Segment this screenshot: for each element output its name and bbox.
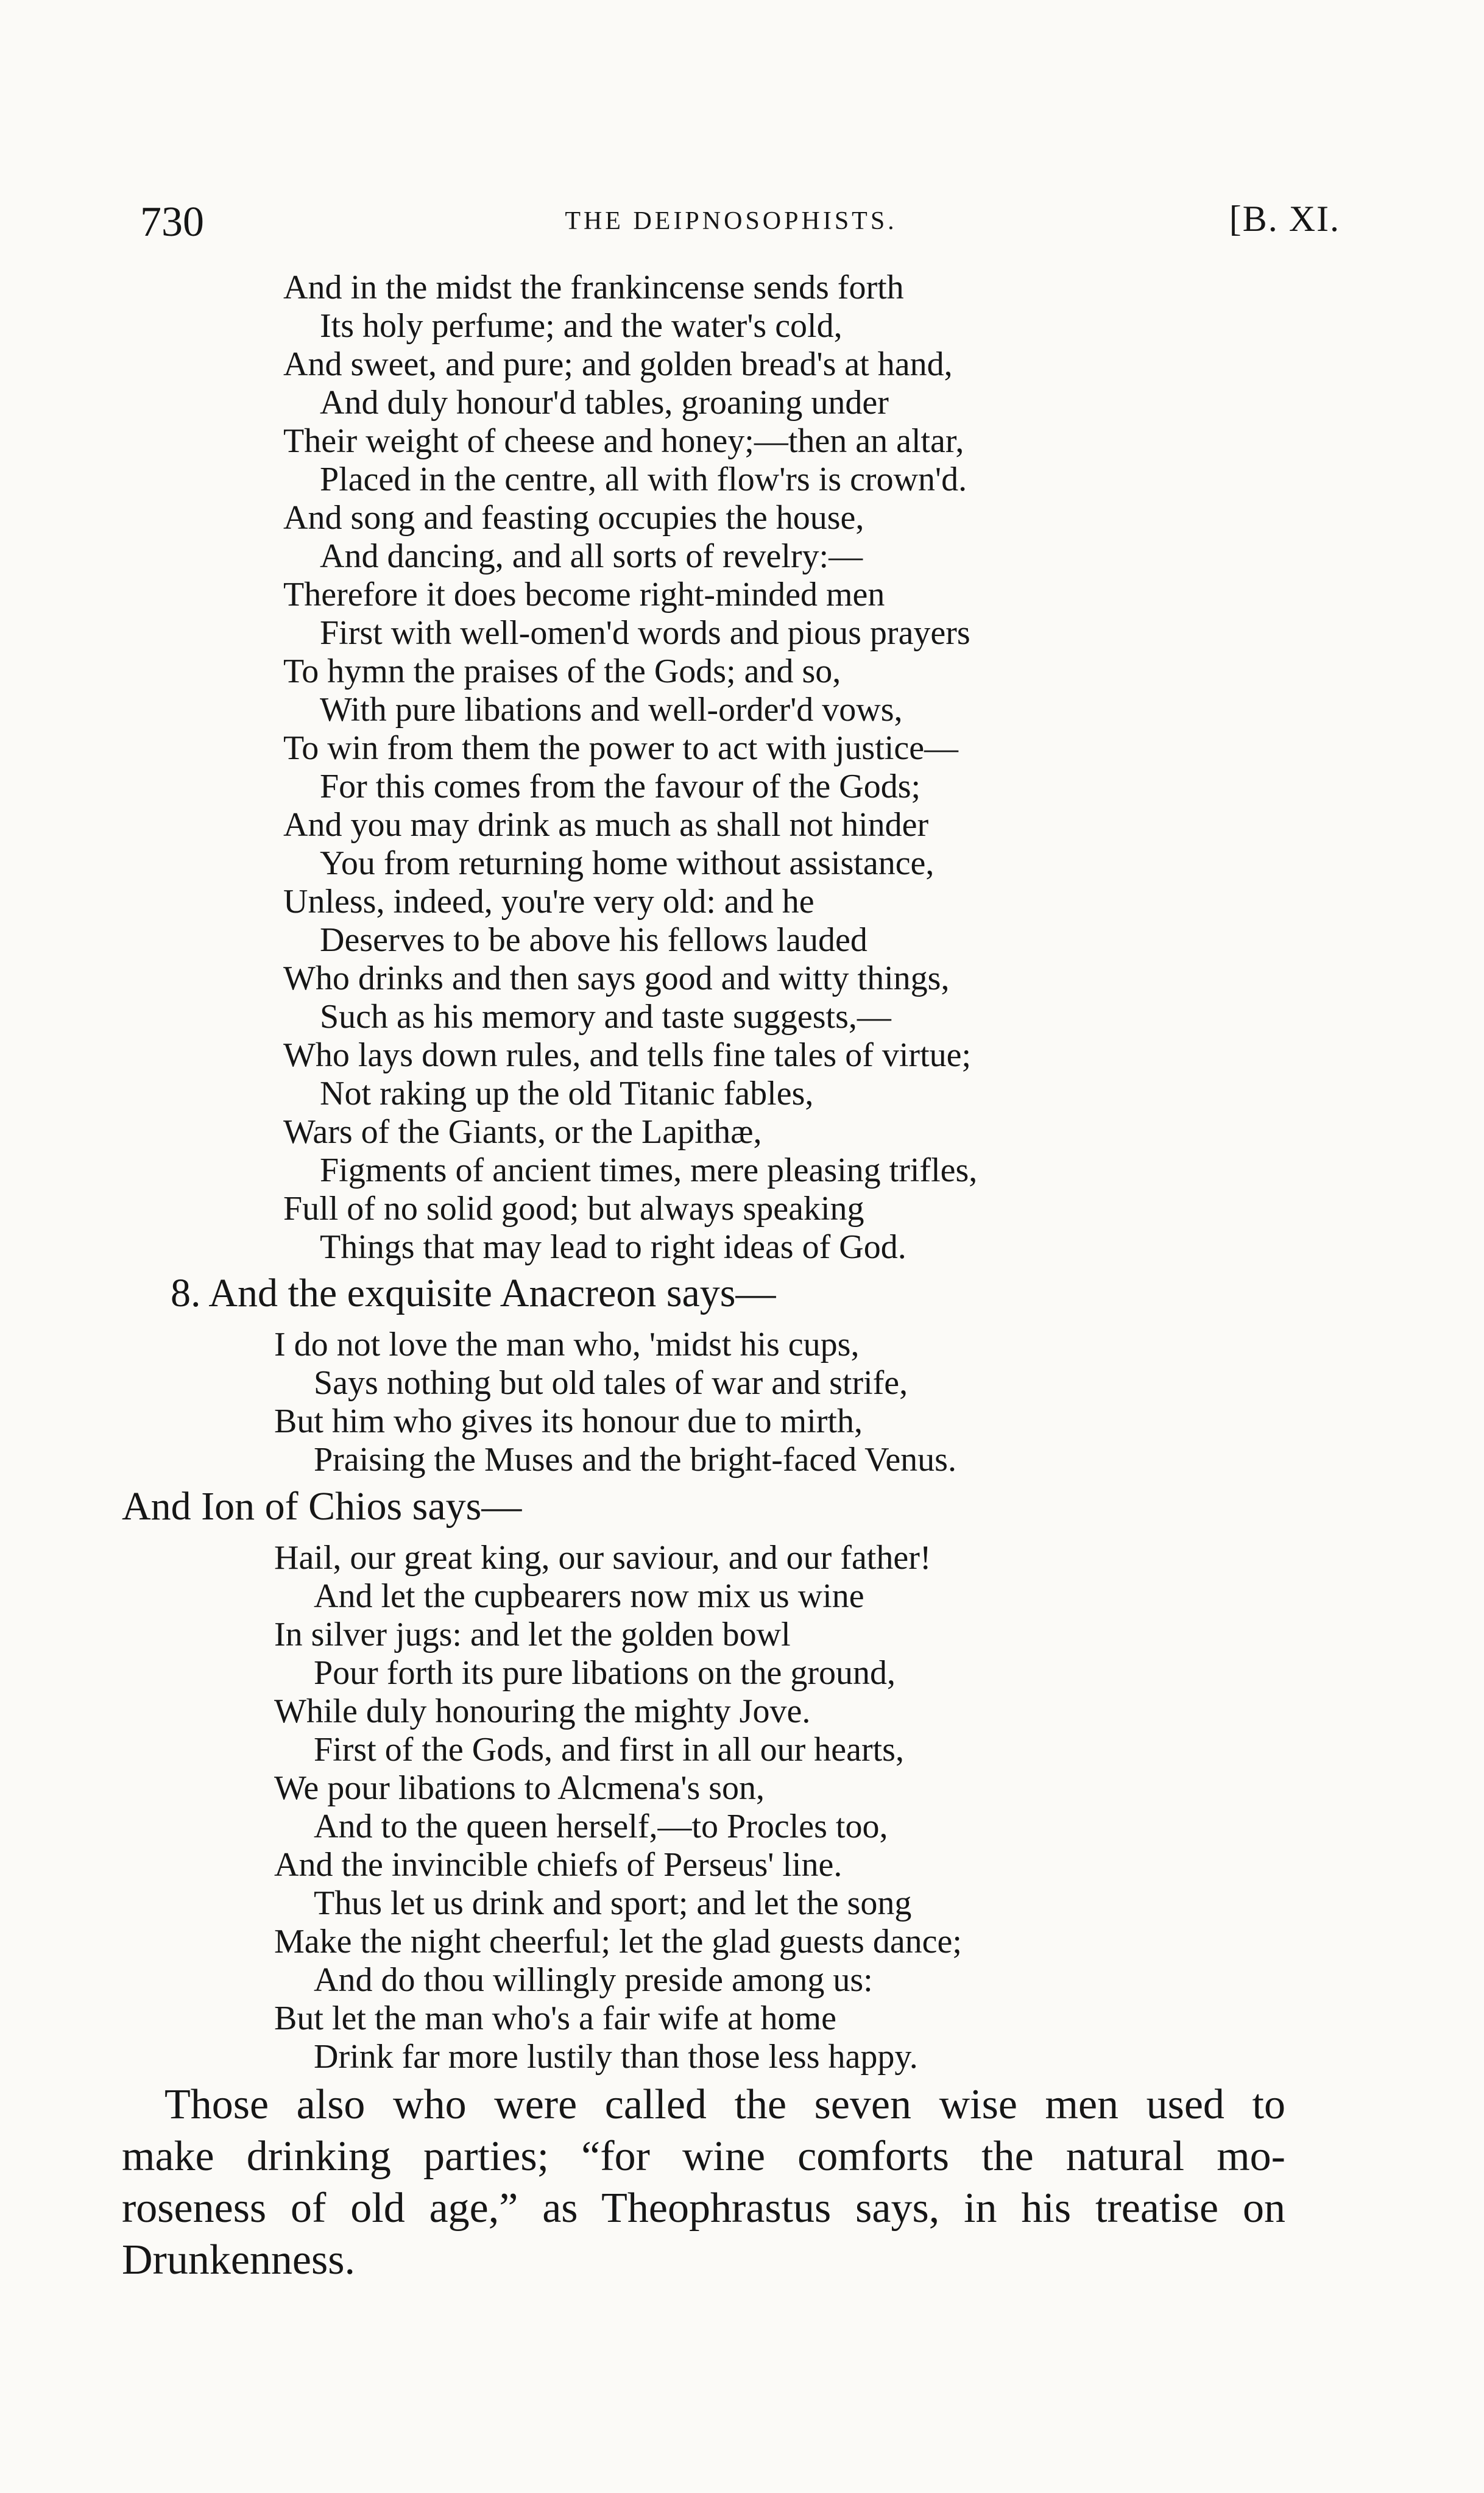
verse-line: With pure libations and well-order'd vows, [320,691,903,729]
verse-line: First of the Gods, and first in all our hearts, [314,1731,904,1769]
verse-line: Make the night cheerful; let the glad guests dance; [274,1923,962,1961]
verse-line: Figments of ancient times, mere pleasing trifles, [320,1151,978,1189]
page-number: 730 [140,199,204,246]
running-title: THE DEIPNOSOPHISTS. [565,207,897,235]
paragraph-line: make drinking parties; “for wine comforts the natural mo- [122,2133,1285,2180]
paragraph-line: Drunkenness. [122,2237,355,2283]
verse-line: Unless, indeed, you're very old: and he [283,883,814,921]
verse-line: I do not love the man who, 'midst his cups, [274,1326,860,1363]
verse-line: Not raking up the old Titanic fables, [320,1075,814,1112]
verse-line: And to the queen herself,—to Procles too, [314,1808,888,1845]
verse-line: And sweet, and pure; and golden bread's at hand, [283,345,953,383]
verse-line: To win from them the power to act with justice— [283,729,959,767]
verse-line: To hymn the praises of the Gods; and so, [283,652,841,690]
verse-line: For this comes from the favour of the Gods; [320,768,921,805]
verse-line: And song and feasting occupies the house, [283,499,864,537]
verse-line: Placed in the centre, all with flow'rs is crown'd. [320,461,967,498]
verse-line: And the invincible chiefs of Perseus' line. [274,1846,843,1884]
verse-line: We pour libations to Alcmena's son, [274,1769,765,1807]
paragraph-line: Those also who were called the seven wise men used to [164,2081,1285,2128]
verse-line: Thus let us drink and sport; and let the song [314,1884,912,1922]
verse-line: Things that may lead to right ideas of God. [320,1228,906,1266]
verse-line: Praising the Muses and the bright-faced Venus. [314,1441,956,1479]
verse-line: Therefore it does become right-minded men [283,576,885,614]
verse-line: Their weight of cheese and honey;—then an altar, [283,422,964,460]
verse-line: You from returning home without assistance, [320,844,935,882]
verse-line: And you may drink as much as shall not hinder [283,806,929,844]
verse-line: Full of no solid good; but always speaking [283,1190,864,1228]
verse-line: While duly honouring the mighty Jove. [274,1692,811,1730]
verse-line: And in the midst the frankincense sends forth [283,269,904,306]
verse-line: Deserves to be above his fellows lauded [320,921,867,959]
verse-line: In silver jugs: and let the golden bowl [274,1616,791,1653]
verse-line: Says nothing but old tales of war and strife, [314,1364,908,1402]
verse-line: Drink far more lustily than those less happy. [314,2038,918,2076]
verse-line: Who lays down rules, and tells fine tales of virtue; [283,1036,972,1074]
verse-line: Such as his memory and taste suggests,— [320,998,891,1036]
verse-line: Who drinks and then says good and witty things, [283,960,950,997]
verse-line: And dancing, and all sorts of revelry:— [320,537,863,575]
paragraph-line: roseness of old age,” as Theophrastus says, in his treatise on [122,2185,1285,2232]
section-reference: [B. XI. [1229,199,1340,239]
verse-line: And do thou willingly preside among us: [314,1961,873,1999]
verse-line: And duly honour'd tables, groaning under [320,384,889,422]
verse-line: Its holy perfume; and the water's cold, [320,307,843,345]
verse-line: First with well-omen'd words and pious prayers [320,614,970,652]
verse-line: Pour forth its pure libations on the ground, [314,1654,896,1692]
page-header [122,198,1340,259]
verse-line: And let the cupbearers now mix us wine [314,1577,864,1615]
verse-line: Hail, our great king, our saviour, and our father! [274,1539,931,1577]
section-intro-ion: And Ion of Chios says— [122,1484,522,1529]
verse-line: Wars of the Giants, or the Lapithæ, [283,1113,762,1151]
verse-line: But him who gives its honour due to mirth, [274,1402,863,1440]
section-intro-anacreon: 8. And the exquisite Anacreon says— [171,1271,776,1315]
verse-line: But let the man who's a fair wife at home [274,2000,836,2037]
